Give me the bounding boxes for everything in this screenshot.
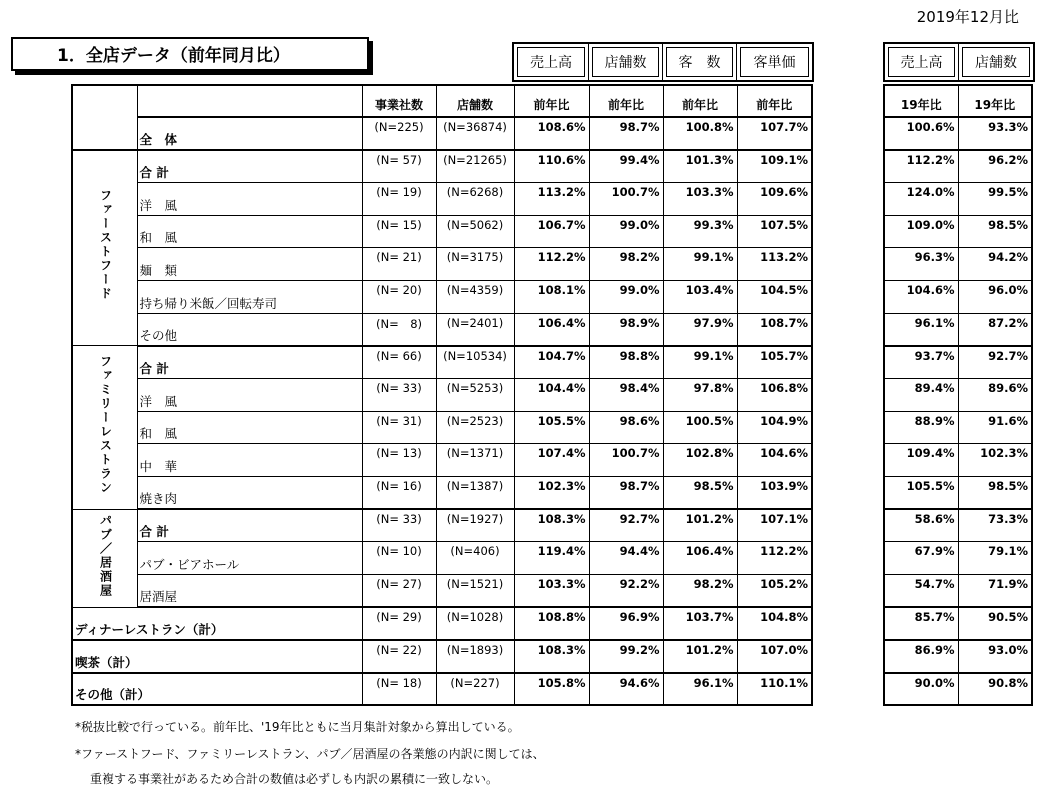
table-row bbox=[884, 509, 1032, 542]
row-label: 居酒屋 bbox=[137, 575, 362, 608]
per-customer-yoy-cell: 107.1% bbox=[737, 509, 812, 542]
stores-cell: (N=21265) bbox=[436, 150, 514, 183]
customers-yoy-cell: 99.1% bbox=[663, 346, 737, 379]
row-label: 和 風 bbox=[137, 215, 362, 248]
sales-yoy-cell: 113.2% bbox=[514, 182, 589, 215]
report-date: 2019年12月比 bbox=[916, 8, 1019, 26]
per-customer-yoy-cell: 104.6% bbox=[737, 444, 812, 477]
note-3: 重複する事業社があるため合計の数値は必ずしも内訳の累積に一致しない。 bbox=[90, 772, 499, 786]
table-header-row bbox=[72, 85, 812, 117]
col-yoy-sales: 前年比 bbox=[514, 85, 589, 117]
companies-cell: (N= 21) bbox=[362, 248, 436, 281]
sales-19-cell: 88.9% bbox=[884, 411, 958, 444]
main-header-box bbox=[512, 42, 814, 82]
main-data-table bbox=[71, 84, 813, 706]
side-header-box bbox=[883, 42, 1035, 82]
table-row bbox=[72, 444, 812, 477]
stores-cell: (N=227) bbox=[436, 673, 514, 706]
table-row bbox=[72, 182, 812, 215]
table-row bbox=[884, 607, 1032, 640]
table-row bbox=[72, 477, 812, 510]
table-row bbox=[72, 673, 812, 706]
sales-19-cell: 96.3% bbox=[884, 248, 958, 281]
stores-cell: (N=5253) bbox=[436, 379, 514, 412]
companies-cell: (N= 16) bbox=[362, 477, 436, 510]
stores-19-cell: 102.3% bbox=[958, 444, 1032, 477]
table-row bbox=[884, 379, 1032, 412]
stores-19-cell: 90.8% bbox=[958, 673, 1032, 706]
table-row bbox=[72, 607, 812, 640]
row-label: 麺 類 bbox=[137, 248, 362, 281]
sales-yoy-cell: 108.6% bbox=[514, 117, 589, 150]
header-customers: 客 数 bbox=[663, 44, 737, 80]
per-customer-yoy-cell: 110.1% bbox=[737, 673, 812, 706]
companies-cell: (N= 15) bbox=[362, 215, 436, 248]
group-label-pub: パブ／居酒屋 bbox=[72, 509, 137, 607]
stores-19-cell: 92.7% bbox=[958, 346, 1032, 379]
sales-19-cell: 67.9% bbox=[884, 542, 958, 575]
row-label: 合 計 bbox=[137, 346, 362, 379]
stores-19-cell: 99.5% bbox=[958, 182, 1032, 215]
table-row bbox=[72, 379, 812, 412]
companies-cell: (N= 8) bbox=[362, 313, 436, 346]
sales-19-cell: 104.6% bbox=[884, 280, 958, 313]
stores-yoy-cell: 94.4% bbox=[589, 542, 663, 575]
col-yoy-per-customer: 前年比 bbox=[737, 85, 812, 117]
sales-yoy-cell: 108.3% bbox=[514, 509, 589, 542]
stores-yoy-cell: 98.6% bbox=[589, 411, 663, 444]
stores-cell: (N=1927) bbox=[436, 509, 514, 542]
customers-yoy-cell: 96.1% bbox=[663, 673, 737, 706]
per-customer-yoy-cell: 106.8% bbox=[737, 379, 812, 412]
stores-yoy-cell: 96.9% bbox=[589, 607, 663, 640]
table-row bbox=[884, 673, 1032, 706]
row-label: 合 計 bbox=[137, 509, 362, 542]
sales-19-cell: 109.0% bbox=[884, 215, 958, 248]
row-label: 中 華 bbox=[137, 444, 362, 477]
row-label: その他 bbox=[137, 313, 362, 346]
companies-cell: (N= 22) bbox=[362, 640, 436, 673]
stores-yoy-cell: 99.4% bbox=[589, 150, 663, 183]
stores-cell: (N=10534) bbox=[436, 346, 514, 379]
group-label-fastfood: ファーストフード bbox=[72, 150, 137, 346]
table-row bbox=[72, 411, 812, 444]
sales-yoy-cell: 105.8% bbox=[514, 673, 589, 706]
stores-cell: (N=2523) bbox=[436, 411, 514, 444]
header-stores: 店舗数 bbox=[589, 44, 663, 80]
customers-yoy-cell: 99.3% bbox=[663, 215, 737, 248]
table-row bbox=[72, 117, 812, 150]
header-per-customer: 客単価 bbox=[737, 44, 812, 80]
companies-cell: (N= 10) bbox=[362, 542, 436, 575]
table-row bbox=[72, 346, 812, 379]
header-sales-19: 売上高 bbox=[885, 44, 959, 80]
sales-yoy-cell: 105.5% bbox=[514, 411, 589, 444]
sales-19-cell: 96.1% bbox=[884, 313, 958, 346]
stores-cell: (N=406) bbox=[436, 542, 514, 575]
table-row bbox=[884, 248, 1032, 281]
per-customer-yoy-cell: 112.2% bbox=[737, 542, 812, 575]
sales-19-cell: 124.0% bbox=[884, 182, 958, 215]
stores-cell: (N=4359) bbox=[436, 280, 514, 313]
table-row bbox=[884, 444, 1032, 477]
companies-cell: (N= 29) bbox=[362, 607, 436, 640]
stores-yoy-cell: 94.6% bbox=[589, 673, 663, 706]
stores-19-cell: 93.3% bbox=[958, 117, 1032, 150]
stores-yoy-cell: 98.2% bbox=[589, 248, 663, 281]
companies-cell: (N= 13) bbox=[362, 444, 436, 477]
companies-cell: (N= 18) bbox=[362, 673, 436, 706]
customers-yoy-cell: 98.2% bbox=[663, 575, 737, 608]
stores-19-cell: 79.1% bbox=[958, 542, 1032, 575]
table-row bbox=[884, 640, 1032, 673]
sales-yoy-cell: 102.3% bbox=[514, 477, 589, 510]
sales-19-cell: 109.4% bbox=[884, 444, 958, 477]
table-row bbox=[884, 411, 1032, 444]
stores-yoy-cell: 100.7% bbox=[589, 444, 663, 477]
per-customer-yoy-cell: 107.7% bbox=[737, 117, 812, 150]
table-row bbox=[72, 280, 812, 313]
stores-yoy-cell: 98.4% bbox=[589, 379, 663, 412]
sales-19-cell: 54.7% bbox=[884, 575, 958, 608]
table-row bbox=[884, 117, 1032, 150]
col-19-sales: 19年比 bbox=[884, 85, 958, 117]
stores-cell: (N=2401) bbox=[436, 313, 514, 346]
table-row bbox=[72, 150, 812, 183]
table-row bbox=[72, 313, 812, 346]
per-customer-yoy-cell: 103.9% bbox=[737, 477, 812, 510]
companies-cell: (N= 66) bbox=[362, 346, 436, 379]
row-label: その他（計） bbox=[72, 673, 362, 706]
per-customer-yoy-cell: 107.0% bbox=[737, 640, 812, 673]
table-row bbox=[884, 182, 1032, 215]
stores-yoy-cell: 98.9% bbox=[589, 313, 663, 346]
per-customer-yoy-cell: 109.1% bbox=[737, 150, 812, 183]
vs2019-table bbox=[883, 84, 1033, 706]
row-label: 全 体 bbox=[137, 117, 362, 150]
stores-19-cell: 96.2% bbox=[958, 150, 1032, 183]
stores-cell: (N=6268) bbox=[436, 182, 514, 215]
table-row bbox=[72, 215, 812, 248]
sales-19-cell: 100.6% bbox=[884, 117, 958, 150]
companies-cell: (N= 57) bbox=[362, 150, 436, 183]
stores-19-cell: 98.5% bbox=[958, 477, 1032, 510]
per-customer-yoy-cell: 108.7% bbox=[737, 313, 812, 346]
sales-19-cell: 58.6% bbox=[884, 509, 958, 542]
customers-yoy-cell: 103.3% bbox=[663, 182, 737, 215]
stores-19-cell: 89.6% bbox=[958, 379, 1032, 412]
stores-yoy-cell: 98.7% bbox=[589, 477, 663, 510]
stores-yoy-cell: 99.0% bbox=[589, 280, 663, 313]
companies-cell: (N= 27) bbox=[362, 575, 436, 608]
sales-yoy-cell: 104.4% bbox=[514, 379, 589, 412]
stores-19-cell: 93.0% bbox=[958, 640, 1032, 673]
table-row bbox=[72, 248, 812, 281]
sales-19-cell: 85.7% bbox=[884, 607, 958, 640]
stores-yoy-cell: 92.7% bbox=[589, 509, 663, 542]
row-label: 持ち帰り米飯／回転寿司 bbox=[137, 280, 362, 313]
customers-yoy-cell: 101.3% bbox=[663, 150, 737, 183]
customers-yoy-cell: 102.8% bbox=[663, 444, 737, 477]
stores-cell: (N=1387) bbox=[436, 477, 514, 510]
sales-19-cell: 86.9% bbox=[884, 640, 958, 673]
customers-yoy-cell: 106.4% bbox=[663, 542, 737, 575]
stores-19-cell: 87.2% bbox=[958, 313, 1032, 346]
sales-yoy-cell: 108.8% bbox=[514, 607, 589, 640]
customers-yoy-cell: 97.9% bbox=[663, 313, 737, 346]
col-companies: 事業社数 bbox=[362, 85, 436, 117]
sales-yoy-cell: 106.4% bbox=[514, 313, 589, 346]
stores-19-cell: 71.9% bbox=[958, 575, 1032, 608]
sales-19-cell: 112.2% bbox=[884, 150, 958, 183]
table-row bbox=[72, 640, 812, 673]
companies-cell: (N= 33) bbox=[362, 509, 436, 542]
col-yoy-customers: 前年比 bbox=[663, 85, 737, 117]
customers-yoy-cell: 101.2% bbox=[663, 509, 737, 542]
table-row bbox=[72, 542, 812, 575]
per-customer-yoy-cell: 113.2% bbox=[737, 248, 812, 281]
row-label: 合 計 bbox=[137, 150, 362, 183]
sales-19-cell: 90.0% bbox=[884, 673, 958, 706]
col-19-stores: 19年比 bbox=[958, 85, 1032, 117]
table-row bbox=[884, 346, 1032, 379]
header-sales: 売上高 bbox=[514, 44, 589, 80]
per-customer-yoy-cell: 105.2% bbox=[737, 575, 812, 608]
sales-19-cell: 89.4% bbox=[884, 379, 958, 412]
stores-yoy-cell: 92.2% bbox=[589, 575, 663, 608]
per-customer-yoy-cell: 104.9% bbox=[737, 411, 812, 444]
customers-yoy-cell: 98.5% bbox=[663, 477, 737, 510]
stores-19-cell: 98.5% bbox=[958, 215, 1032, 248]
table-row bbox=[884, 215, 1032, 248]
sales-19-cell: 93.7% bbox=[884, 346, 958, 379]
customers-yoy-cell: 100.5% bbox=[663, 411, 737, 444]
companies-cell: (N= 19) bbox=[362, 182, 436, 215]
stores-cell: (N=3175) bbox=[436, 248, 514, 281]
table-row bbox=[72, 509, 812, 542]
stores-yoy-cell: 100.7% bbox=[589, 182, 663, 215]
side-header-row bbox=[884, 85, 1032, 117]
companies-cell: (N= 33) bbox=[362, 379, 436, 412]
note-1: *税抜比較で行っている。前年比、'19年比ともに当月集計対象から算出している。 bbox=[75, 720, 520, 734]
table-row bbox=[884, 150, 1032, 183]
stores-19-cell: 91.6% bbox=[958, 411, 1032, 444]
stores-yoy-cell: 98.8% bbox=[589, 346, 663, 379]
sales-yoy-cell: 112.2% bbox=[514, 248, 589, 281]
customers-yoy-cell: 101.2% bbox=[663, 640, 737, 673]
sales-yoy-cell: 119.4% bbox=[514, 542, 589, 575]
sales-yoy-cell: 110.6% bbox=[514, 150, 589, 183]
table-row bbox=[884, 477, 1032, 510]
stores-yoy-cell: 99.2% bbox=[589, 640, 663, 673]
customers-yoy-cell: 103.7% bbox=[663, 607, 737, 640]
sales-yoy-cell: 104.7% bbox=[514, 346, 589, 379]
companies-cell: (N= 20) bbox=[362, 280, 436, 313]
sales-yoy-cell: 103.3% bbox=[514, 575, 589, 608]
row-label: 洋 風 bbox=[137, 379, 362, 412]
per-customer-yoy-cell: 104.8% bbox=[737, 607, 812, 640]
stores-cell: (N=1893) bbox=[436, 640, 514, 673]
sales-yoy-cell: 107.4% bbox=[514, 444, 589, 477]
row-label: 喫茶（計） bbox=[72, 640, 362, 673]
customers-yoy-cell: 97.8% bbox=[663, 379, 737, 412]
per-customer-yoy-cell: 107.5% bbox=[737, 215, 812, 248]
row-label: パブ・ビアホール bbox=[137, 542, 362, 575]
col-stores: 店舗数 bbox=[436, 85, 514, 117]
stores-19-cell: 94.2% bbox=[958, 248, 1032, 281]
sales-19-cell: 105.5% bbox=[884, 477, 958, 510]
group-label-famires: ファミリーレストラン bbox=[72, 346, 137, 509]
row-label: ディナーレストラン（計） bbox=[72, 607, 362, 640]
header-stores-19: 店舗数 bbox=[959, 44, 1033, 80]
customers-yoy-cell: 100.8% bbox=[663, 117, 737, 150]
companies-cell: (N=225) bbox=[362, 117, 436, 150]
stores-cell: (N=5062) bbox=[436, 215, 514, 248]
table-row bbox=[884, 542, 1032, 575]
customers-yoy-cell: 103.4% bbox=[663, 280, 737, 313]
table-row bbox=[72, 575, 812, 608]
stores-yoy-cell: 98.7% bbox=[589, 117, 663, 150]
per-customer-yoy-cell: 104.5% bbox=[737, 280, 812, 313]
table-row bbox=[884, 313, 1032, 346]
stores-19-cell: 90.5% bbox=[958, 607, 1032, 640]
sales-yoy-cell: 108.3% bbox=[514, 640, 589, 673]
section-title: 1．全店データ（前年同月比） bbox=[11, 37, 369, 71]
table-row bbox=[884, 575, 1032, 608]
row-label: 和 風 bbox=[137, 411, 362, 444]
stores-cell: (N=1521) bbox=[436, 575, 514, 608]
sales-yoy-cell: 108.1% bbox=[514, 280, 589, 313]
companies-cell: (N= 31) bbox=[362, 411, 436, 444]
table-row bbox=[884, 280, 1032, 313]
note-2: *ファーストフード、ファミリーレストラン、パブ／居酒屋の各業態の内訳に関しては、 bbox=[75, 747, 545, 761]
sales-yoy-cell: 106.7% bbox=[514, 215, 589, 248]
per-customer-yoy-cell: 109.6% bbox=[737, 182, 812, 215]
stores-19-cell: 96.0% bbox=[958, 280, 1032, 313]
stores-yoy-cell: 99.0% bbox=[589, 215, 663, 248]
customers-yoy-cell: 99.1% bbox=[663, 248, 737, 281]
per-customer-yoy-cell: 105.7% bbox=[737, 346, 812, 379]
stores-cell: (N=36874) bbox=[436, 117, 514, 150]
row-label: 洋 風 bbox=[137, 182, 362, 215]
row-label: 焼き肉 bbox=[137, 477, 362, 510]
stores-19-cell: 73.3% bbox=[958, 509, 1032, 542]
stores-cell: (N=1371) bbox=[436, 444, 514, 477]
col-yoy-stores: 前年比 bbox=[589, 85, 663, 117]
stores-cell: (N=1028) bbox=[436, 607, 514, 640]
